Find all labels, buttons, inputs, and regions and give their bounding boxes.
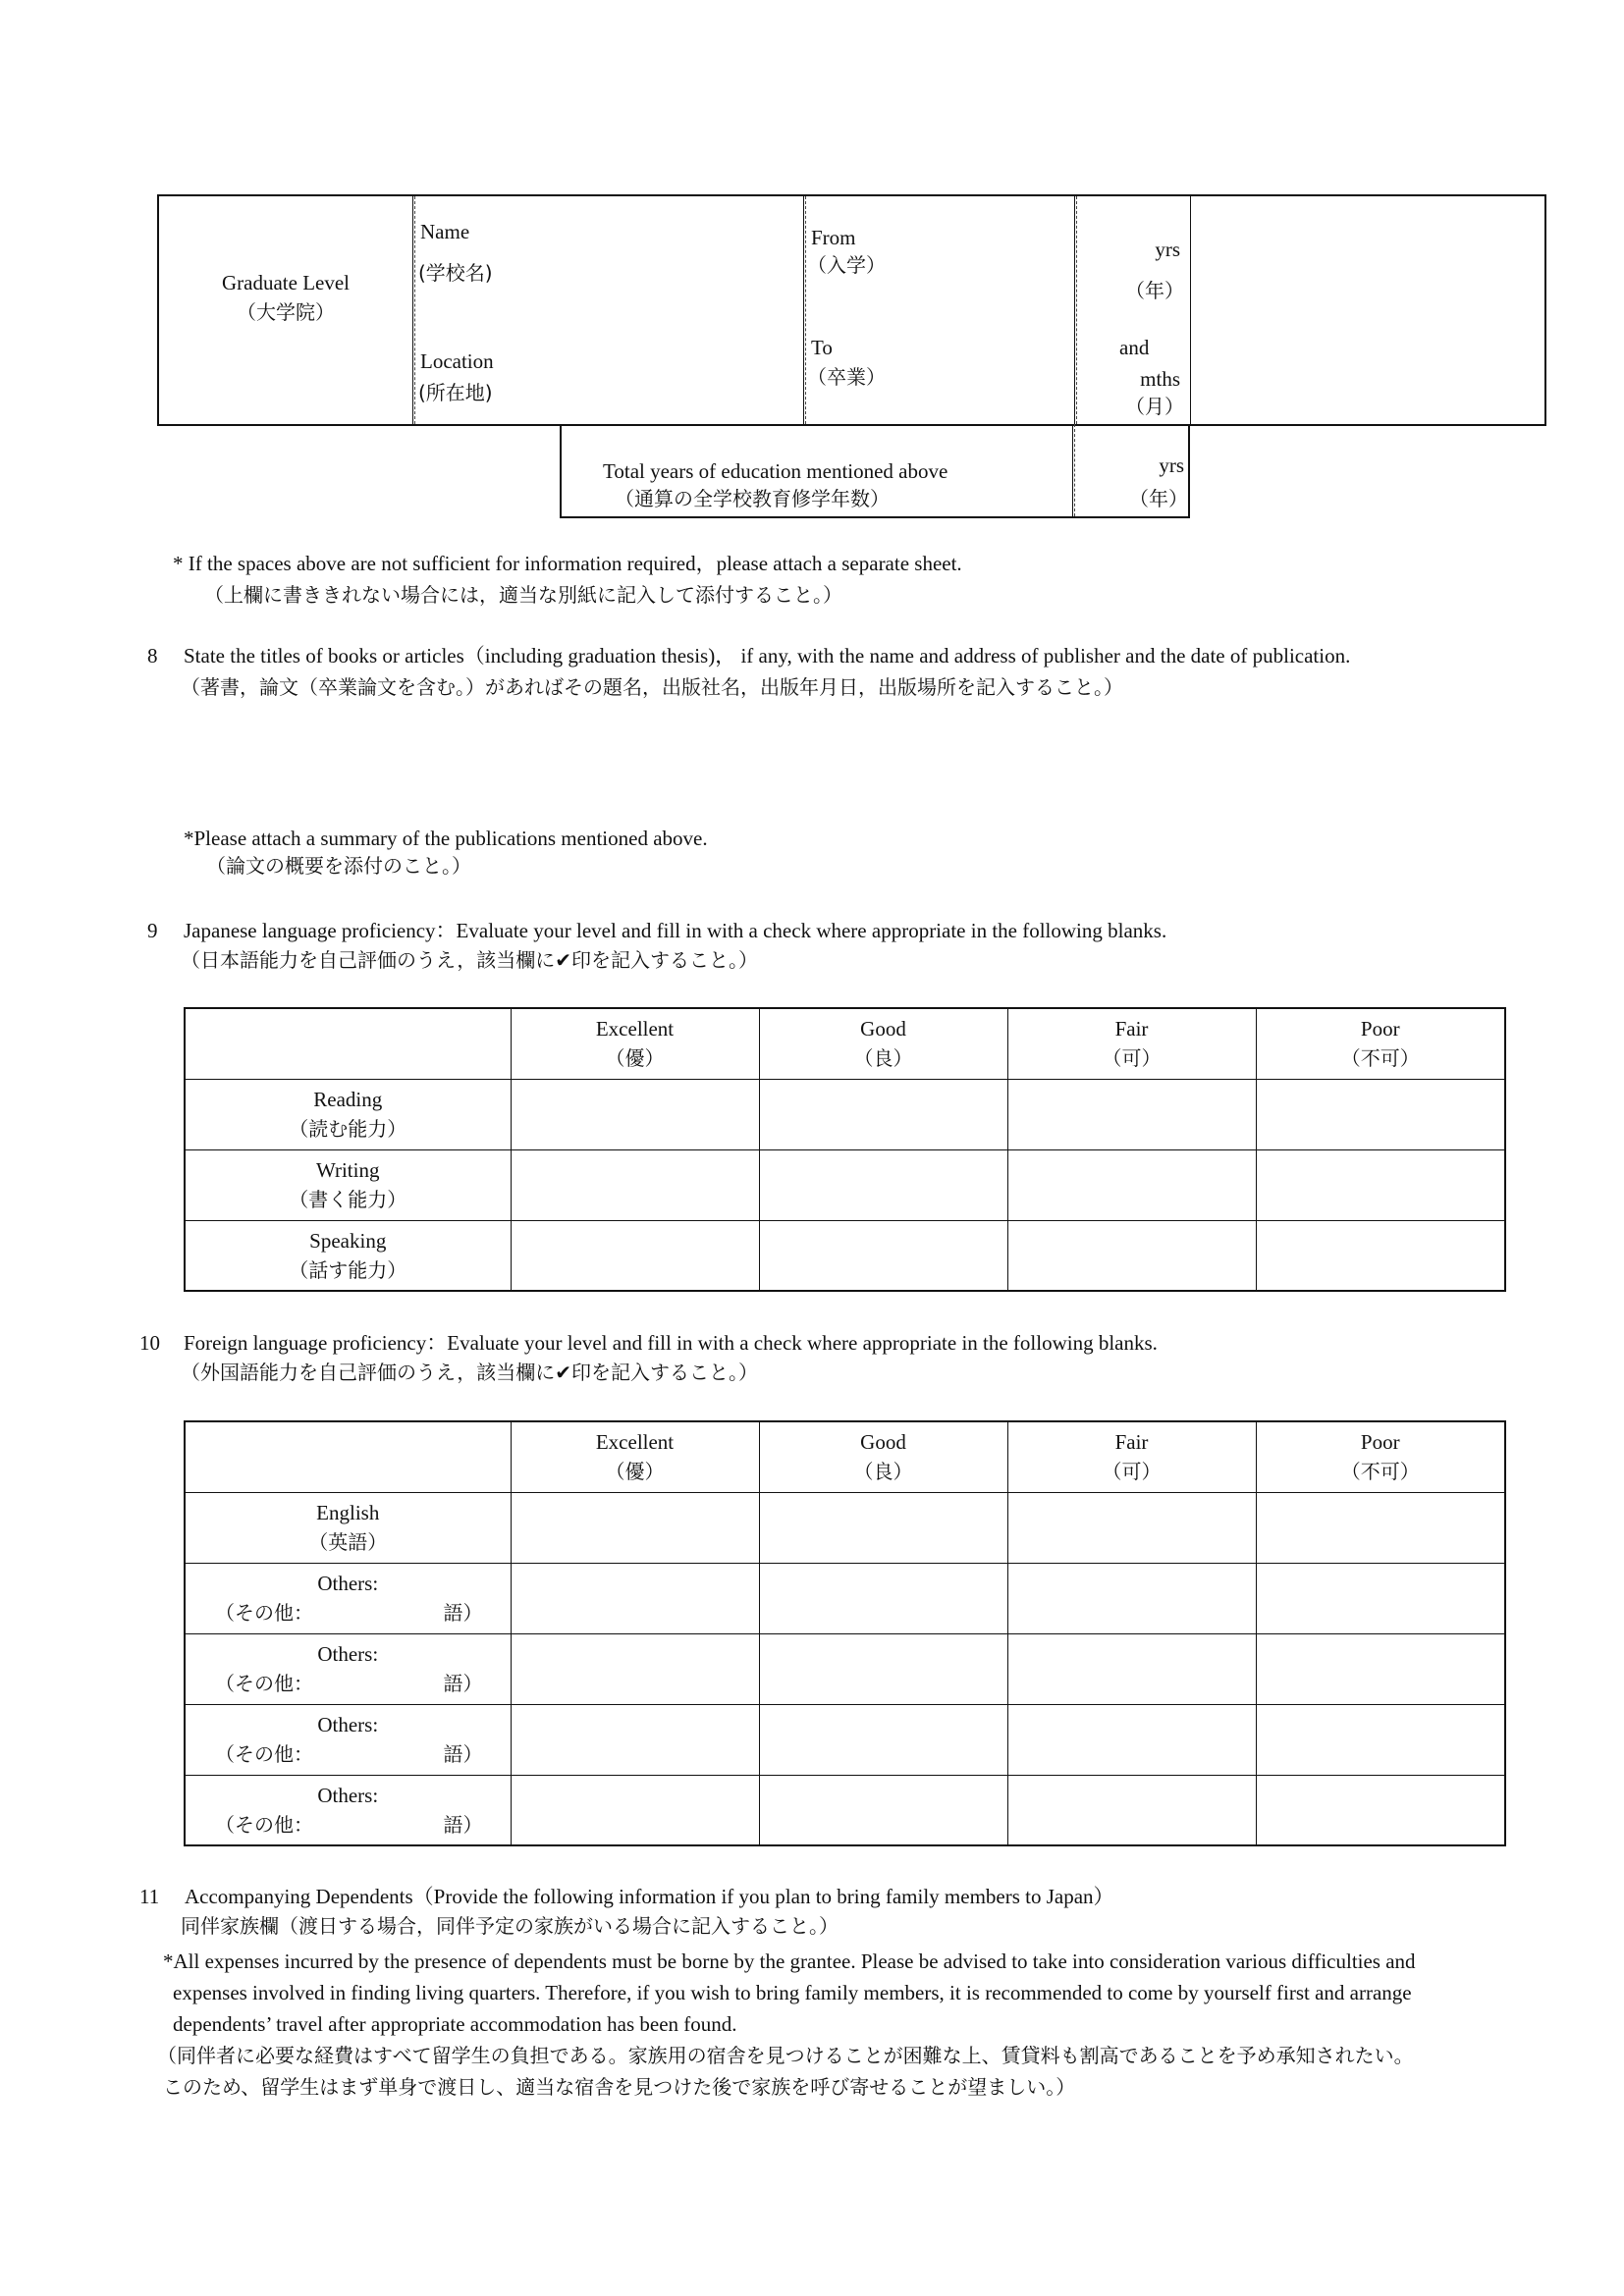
header-excellent: Excellent （優）	[511, 1421, 759, 1492]
total-years-label-jp: （通算の全学校教育修学年数）	[615, 487, 890, 510]
corner-cell	[185, 1421, 511, 1492]
corner-cell	[185, 1008, 511, 1079]
row-label-reading: Reading （読む能力）	[185, 1079, 511, 1149]
check-cell[interactable]	[511, 1220, 759, 1291]
table-row	[185, 1563, 1505, 1633]
section-9-title: Japanese language proficiency：Evaluate your level and fill in with a check where appropriate in the following blanks.	[184, 919, 1167, 942]
section-9-number: 9	[147, 919, 158, 942]
graduate-level-box	[157, 194, 1546, 426]
dependents-note-line-3: dependents’ travel after appropriate accommodation has been found.	[173, 2012, 737, 2036]
divider	[414, 196, 415, 424]
header-good: Good （良）	[759, 1008, 1007, 1079]
from-label-jp: （入学）	[807, 253, 886, 277]
row-label-others: Others: （その他： 語）	[185, 1775, 511, 1845]
location-label: Location	[420, 349, 494, 373]
row-label-others: Others: （その他： 語）	[185, 1633, 511, 1704]
divider	[803, 196, 804, 424]
name-label-jp: (学校名)	[418, 261, 493, 285]
section-8-number: 8	[147, 644, 158, 667]
check-cell[interactable]	[511, 1079, 759, 1149]
total-yrs-label-jp: （年）	[1129, 487, 1188, 510]
section-11-title-jp: 同伴家族欄（渡日する場合，同伴予定の家族がいる場合に記入すること。）	[181, 1914, 839, 1938]
japanese-proficiency-table	[184, 1007, 1506, 1292]
check-cell[interactable]	[1256, 1149, 1505, 1220]
check-cell[interactable]	[759, 1492, 1007, 1563]
check-cell[interactable]	[759, 1149, 1007, 1220]
divider	[805, 196, 806, 424]
check-cell[interactable]	[511, 1492, 759, 1563]
row-label-others: Others: （その他： 語）	[185, 1704, 511, 1775]
divider	[1076, 196, 1077, 424]
publications-note: *Please attach a summary of the publications mentioned above.	[184, 827, 708, 850]
divider	[412, 196, 413, 424]
header-good: Good （良）	[759, 1421, 1007, 1492]
table-row	[185, 1492, 1505, 1563]
graduate-level-label-jp: （大学院）	[237, 300, 335, 324]
check-cell[interactable]	[1007, 1220, 1256, 1291]
check-cell[interactable]	[511, 1149, 759, 1220]
table-row	[185, 1704, 1505, 1775]
check-cell[interactable]	[1256, 1492, 1505, 1563]
check-cell[interactable]	[1256, 1775, 1505, 1845]
check-cell[interactable]	[511, 1775, 759, 1845]
section-10-number: 10	[139, 1331, 160, 1355]
check-cell[interactable]	[1007, 1563, 1256, 1633]
and-label: and	[1119, 336, 1150, 359]
section-11-number: 11	[139, 1885, 160, 1908]
row-label-english: English （英語）	[185, 1492, 511, 1563]
yrs-label-jp: （年）	[1125, 279, 1184, 302]
dependents-note-jp-1: （同伴者に必要な経費はすべて留学生の負担である。家族用の宿舎を見つけることが困難な上、賃貸料も割高であることを予め承知されたい。	[157, 2044, 1414, 2067]
table-row	[185, 1149, 1505, 1220]
check-cell[interactable]	[1007, 1775, 1256, 1845]
divider	[1074, 196, 1075, 424]
header-excellent: Excellent （優）	[511, 1008, 759, 1079]
publications-note-jp: （論文の概要を添付のこと。）	[206, 854, 471, 878]
name-label: Name	[420, 220, 470, 243]
check-cell[interactable]	[759, 1563, 1007, 1633]
divider	[1190, 196, 1191, 424]
dependents-note-line-2: expenses involved in finding living quarters. Therefore, if you wish to bring family members, it is recommended to come by yourself first and arrange	[173, 1981, 1412, 2004]
table-row	[185, 1633, 1505, 1704]
row-label-speaking: Speaking （話す能力）	[185, 1220, 511, 1291]
check-cell[interactable]	[1007, 1149, 1256, 1220]
check-cell[interactable]	[759, 1220, 1007, 1291]
foreign-proficiency-table	[184, 1420, 1506, 1846]
table-row	[185, 1079, 1505, 1149]
total-years-box	[560, 424, 1190, 518]
yrs-label: yrs	[1155, 238, 1180, 261]
to-label-jp: （卒業）	[807, 365, 886, 389]
check-cell[interactable]	[1256, 1633, 1505, 1704]
spaces-note: * If the spaces above are not sufficient for information required，please attach a separate sheet.	[173, 552, 962, 575]
check-cell[interactable]	[1256, 1079, 1505, 1149]
graduate-level-label: Graduate Level	[221, 271, 350, 294]
total-yrs-label: yrs	[1159, 454, 1184, 477]
check-cell[interactable]	[759, 1704, 1007, 1775]
check-cell[interactable]	[511, 1633, 759, 1704]
check-cell[interactable]	[1007, 1492, 1256, 1563]
section-8-title-jp: （著書，論文（卒業論文を含む。）があればその題名，出版社名，出版年月日，出版場所を記入すること。）	[181, 675, 1123, 699]
divider	[1074, 424, 1075, 516]
header-poor: Poor （不可）	[1256, 1008, 1505, 1079]
spaces-note-jp: （上欄に書ききれない場合には，適当な別紙に記入して添付すること。）	[204, 583, 842, 607]
dependents-note-jp-2: このため、留学生はまず単身で渡日し、適当な宿舎を見つけた後で家族を呼び寄せることが望ましい。）	[163, 2075, 1076, 2099]
check-cell[interactable]	[1256, 1704, 1505, 1775]
check-cell[interactable]	[1256, 1563, 1505, 1633]
dependents-note-line-1: *All expenses incurred by the presence of dependents must be borne by the grantee. Please be advised to take into consideration various difficulties and	[163, 1949, 1416, 1973]
mths-label: mths	[1140, 367, 1180, 391]
table-header-row	[185, 1421, 1505, 1492]
check-cell[interactable]	[511, 1704, 759, 1775]
table-row	[185, 1775, 1505, 1845]
check-cell[interactable]	[1256, 1220, 1505, 1291]
check-cell[interactable]	[1007, 1633, 1256, 1704]
from-label: From	[811, 226, 856, 249]
section-10-title: Foreign language proficiency：Evaluate your level and fill in with a check where appropriate in the following blanks.	[184, 1331, 1158, 1355]
check-cell[interactable]	[759, 1633, 1007, 1704]
header-poor: Poor （不可）	[1256, 1421, 1505, 1492]
check-cell[interactable]	[511, 1563, 759, 1633]
check-cell[interactable]	[759, 1775, 1007, 1845]
check-cell[interactable]	[1007, 1079, 1256, 1149]
header-fair: Fair （可）	[1007, 1008, 1256, 1079]
row-label-others: Others: （その他： 語）	[185, 1563, 511, 1633]
check-cell[interactable]	[1007, 1704, 1256, 1775]
check-cell[interactable]	[759, 1079, 1007, 1149]
header-fair: Fair （可）	[1007, 1421, 1256, 1492]
section-10-title-jp: （外国語能力を自己評価のうえ，該当欄に✔印を記入すること。）	[181, 1361, 758, 1384]
table-row	[185, 1220, 1505, 1291]
section-8-title: State the titles of books or articles（including graduation thesis)， if any, with the name and address of publisher and the date of publication.	[184, 644, 1351, 667]
section-11-title: Accompanying Dependents（Provide the following information if you plan to bring family members to Japan）	[185, 1885, 1114, 1908]
divider	[1072, 424, 1073, 516]
row-label-writing: Writing （書く能力）	[185, 1149, 511, 1220]
mths-label-jp: （月）	[1125, 395, 1184, 418]
section-9-title-jp: （日本語能力を自己評価のうえ，該当欄に✔印を記入すること。）	[181, 948, 758, 972]
total-years-label: Total years of education mentioned above	[603, 459, 948, 483]
table-header-row	[185, 1008, 1505, 1079]
to-label: To	[811, 336, 833, 359]
location-label-jp: (所在地)	[418, 381, 493, 404]
